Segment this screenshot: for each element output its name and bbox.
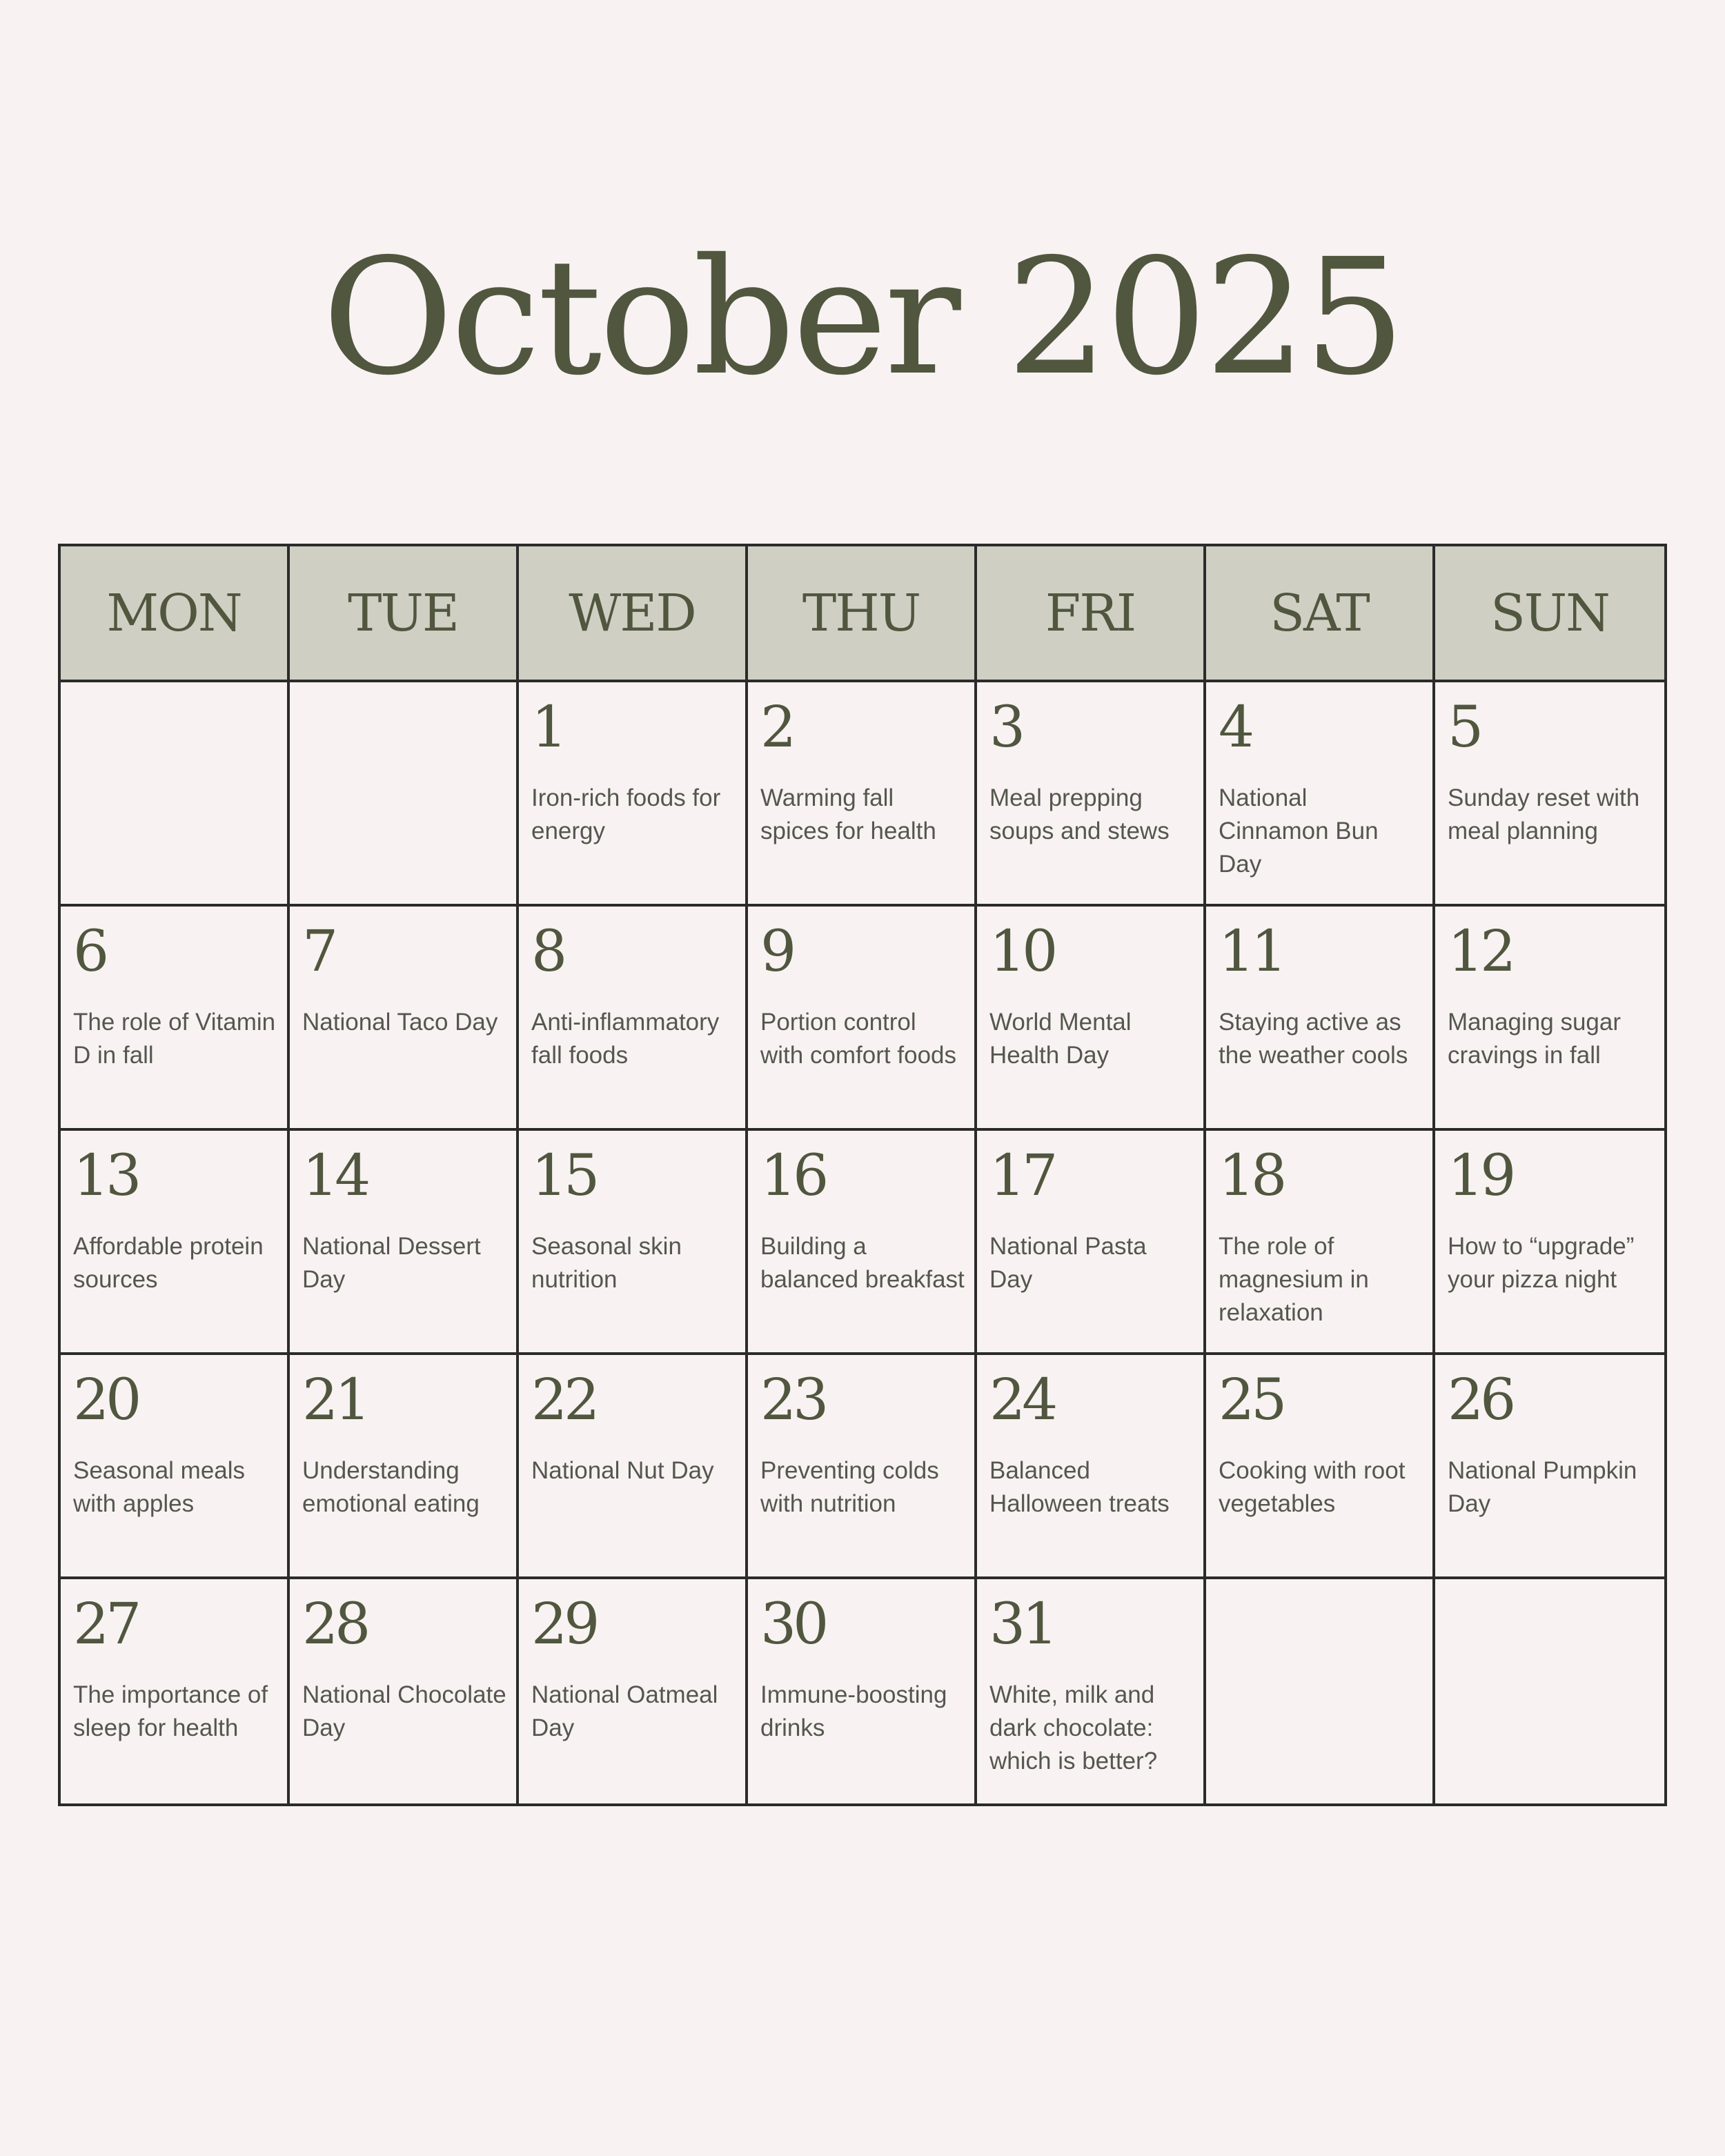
day-cell — [519, 1131, 748, 1355]
day-cell — [977, 682, 1206, 907]
day-number: 14 — [302, 1143, 368, 1209]
weekday-header-mon: MON — [61, 546, 290, 682]
day-cell — [1435, 907, 1664, 1131]
day-number: 2 — [760, 695, 793, 760]
day-topic: Meal prepping soups and stews — [989, 784, 1170, 844]
day-cell — [519, 1579, 748, 1803]
day-topic: The role of Vitamin D in fall — [73, 1009, 276, 1069]
day-cell — [519, 907, 748, 1131]
weekday-header-tue: TUE — [290, 546, 519, 682]
day-cell — [748, 1131, 977, 1355]
day-number: 27 — [73, 1592, 139, 1657]
day-cell — [290, 1355, 519, 1579]
day-topic: Preventing colds with nutrition — [760, 1457, 939, 1517]
day-cell — [290, 907, 519, 1131]
day-cell — [61, 907, 290, 1131]
day-number: 16 — [760, 1143, 826, 1209]
day-cell — [748, 1579, 977, 1803]
day-cell — [748, 682, 977, 907]
day-topic: How to “upgrade” your pizza night — [1448, 1233, 1635, 1293]
day-cell — [1435, 1355, 1664, 1579]
empty-day-cell — [61, 682, 290, 907]
day-number: 3 — [989, 695, 1023, 760]
day-number: 29 — [531, 1592, 597, 1657]
day-cell — [1206, 907, 1435, 1131]
day-topic: Affordable protein sources — [73, 1233, 264, 1293]
day-number: 21 — [302, 1367, 368, 1433]
day-topic: Iron-rich foods for energy — [531, 784, 721, 844]
day-topic: Balanced Halloween treats — [989, 1457, 1170, 1517]
day-topic: Sunday reset with meal planning — [1448, 784, 1640, 844]
day-cell — [1435, 1131, 1664, 1355]
day-topic: The importance of sleep for health — [73, 1681, 268, 1741]
day-topic: Immune-boosting drinks — [760, 1681, 947, 1741]
day-number: 8 — [531, 919, 564, 985]
day-cell — [748, 907, 977, 1131]
day-number: 26 — [1448, 1367, 1513, 1433]
empty-day-cell — [1206, 1579, 1435, 1803]
day-number: 12 — [1448, 919, 1513, 985]
day-number: 9 — [760, 919, 793, 985]
day-topic: White, milk and dark chocolate: which is better? — [989, 1681, 1158, 1774]
day-number: 5 — [1448, 695, 1481, 760]
day-number: 10 — [989, 919, 1055, 985]
day-cell — [519, 1355, 748, 1579]
day-number: 24 — [989, 1367, 1055, 1433]
day-topic: National Taco Day — [302, 1009, 498, 1036]
day-number: 31 — [989, 1592, 1055, 1657]
day-topic: Anti-inflammatory fall foods — [531, 1009, 720, 1069]
day-number: 4 — [1219, 695, 1252, 760]
day-cell — [977, 1579, 1206, 1803]
day-number: 6 — [73, 919, 106, 985]
weekday-header-wed: WED — [519, 546, 748, 682]
weekday-header-fri: FRI — [977, 546, 1206, 682]
calendar-title: October 2025 — [322, 224, 1403, 411]
weekday-header-sun: SUN — [1435, 546, 1664, 682]
day-topic: Staying active as the weather cools — [1219, 1009, 1408, 1069]
day-topic: National Chocolate Day — [302, 1681, 506, 1741]
day-topic: World Mental Health Day — [989, 1009, 1132, 1069]
day-topic: National Cinnamon Bun Day — [1219, 784, 1379, 878]
day-topic: Seasonal meals with apples — [73, 1457, 246, 1517]
day-topic: National Pasta Day — [989, 1233, 1147, 1293]
day-cell — [977, 907, 1206, 1131]
day-cell — [748, 1355, 977, 1579]
day-topic: National Nut Day — [531, 1457, 714, 1484]
day-topic: Seasonal skin nutrition — [531, 1233, 682, 1293]
weekday-header-thu: THU — [748, 546, 977, 682]
day-number: 22 — [531, 1367, 597, 1433]
day-topic: Warming fall spices for health — [760, 784, 936, 844]
day-topic: The role of magnesium in relaxation — [1219, 1233, 1369, 1326]
day-cell — [977, 1131, 1206, 1355]
day-topic: National Dessert Day — [302, 1233, 481, 1293]
day-cell — [61, 1355, 290, 1579]
day-number: 7 — [302, 919, 335, 985]
day-topic: Understanding emotional eating — [302, 1457, 480, 1517]
day-cell — [61, 1131, 290, 1355]
day-number: 17 — [989, 1143, 1055, 1209]
day-topic: Managing sugar cravings in fall — [1448, 1009, 1621, 1069]
empty-day-cell — [1435, 1579, 1664, 1803]
day-number: 30 — [760, 1592, 826, 1657]
day-topic: Cooking with root vegetables — [1219, 1457, 1406, 1517]
day-topic: National Oatmeal Day — [531, 1681, 718, 1741]
day-number: 23 — [760, 1367, 826, 1433]
day-topic: National Pumpkin Day — [1448, 1457, 1637, 1517]
day-cell — [1435, 682, 1664, 907]
day-number: 25 — [1219, 1367, 1284, 1433]
day-topic: Building a balanced breakfast — [760, 1233, 965, 1293]
day-number: 20 — [73, 1367, 139, 1433]
day-number: 18 — [1219, 1143, 1284, 1209]
day-topic: Portion control with comfort foods — [760, 1009, 956, 1069]
day-number: 19 — [1448, 1143, 1513, 1209]
day-number: 28 — [302, 1592, 368, 1657]
day-cell — [519, 682, 748, 907]
weekday-header-sat: SAT — [1206, 546, 1435, 682]
day-cell — [1206, 1131, 1435, 1355]
calendar-grid — [58, 544, 1667, 1806]
day-number: 1 — [531, 695, 564, 760]
day-cell — [290, 1579, 519, 1803]
day-cell — [1206, 682, 1435, 907]
day-number: 15 — [531, 1143, 597, 1209]
day-cell — [977, 1355, 1206, 1579]
day-number: 13 — [73, 1143, 139, 1209]
day-cell — [61, 1579, 290, 1803]
day-cell — [290, 1131, 519, 1355]
day-cell — [1206, 1355, 1435, 1579]
day-number: 11 — [1219, 919, 1284, 985]
empty-day-cell — [290, 682, 519, 907]
